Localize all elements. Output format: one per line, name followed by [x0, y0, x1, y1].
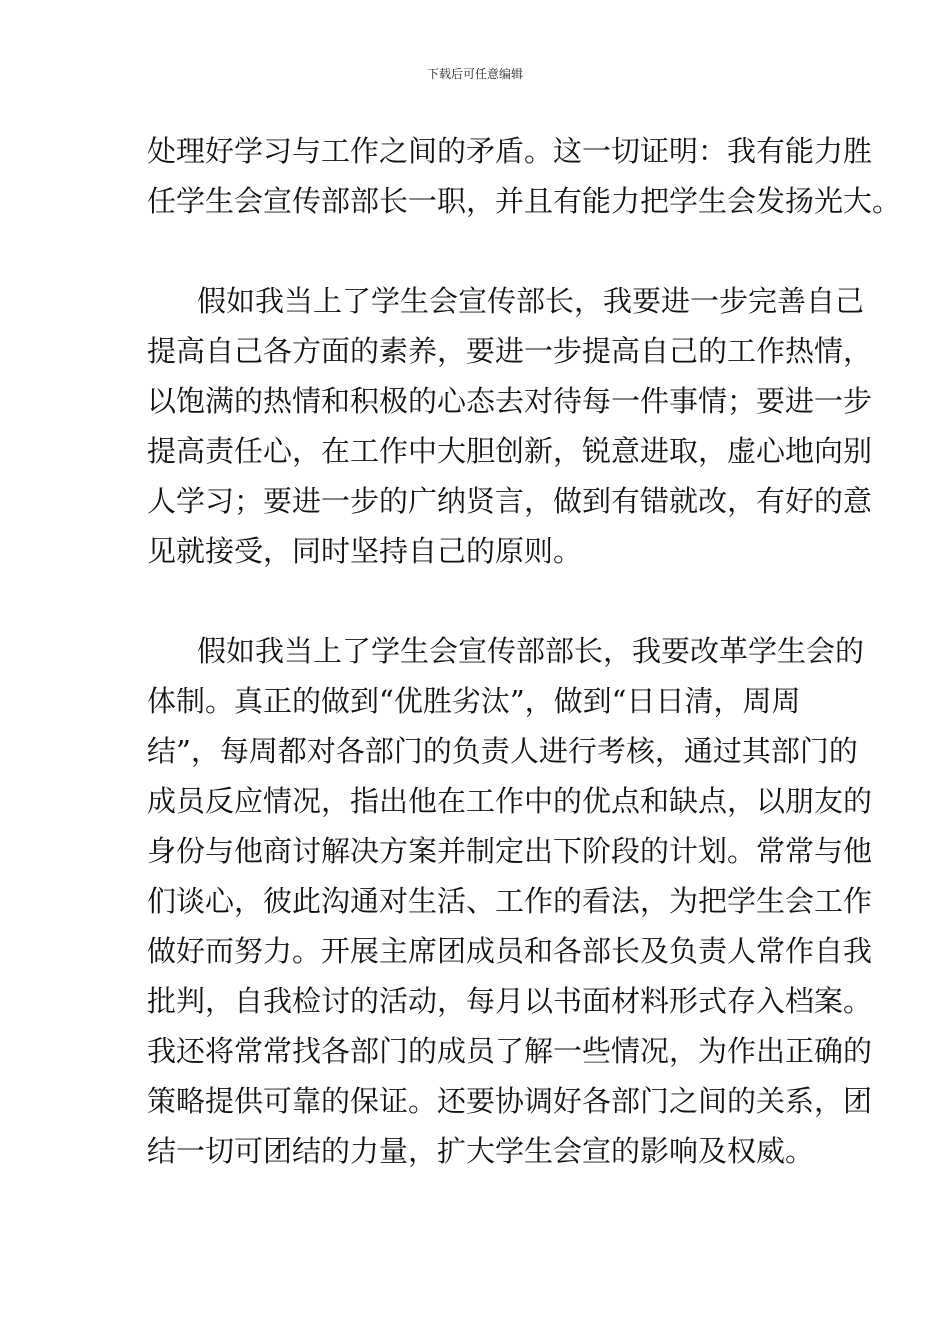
- paragraph-line: 见就接受，同时坚持自己的原则。: [147, 534, 583, 568]
- paragraph-line: 任学生会宣传部部长一职，并且有能力把学生会发扬光大。: [147, 184, 902, 218]
- paragraph-line: 假如我当上了学生会宣传部长，我要进一步完善自己: [197, 284, 865, 318]
- paragraph-line: 成员反应情况，指出他在工作中的优点和缺点，以朋友的: [147, 784, 873, 818]
- paragraph-line: 人学习；要进一步的广纳贤言，做到有错就改，有好的意: [147, 484, 873, 518]
- paragraph-line: 体制。真正的做到“优胜劣汰”，做到“日日清，周周: [147, 684, 801, 718]
- paragraph-line: 结”，每周都对各部门的负责人进行考核，通过其部门的: [147, 734, 858, 768]
- paragraph-line: 假如我当上了学生会宣传部部长，我要改革学生会的: [197, 634, 865, 668]
- paragraph-line: 处理好学习与工作之间的矛盾。这一切证明：我有能力胜: [147, 134, 873, 168]
- paragraph-line: 提高责任心，在工作中大胆创新，锐意进取，虚心地向别: [147, 434, 873, 468]
- paragraph-line: 策略提供可靠的保证。还要协调好各部门之间的关系，团: [147, 1084, 873, 1118]
- paragraph-line: 以饱满的热情和积极的心态去对待每一件事情；要进一步: [147, 384, 873, 418]
- paragraph-line: 结一切可团结的力量，扩大学生会宣的影响及权威。: [147, 1134, 815, 1168]
- paragraph-line: 我还将常常找各部门的成员了解一些情况，为作出正确的: [147, 1034, 873, 1068]
- page-header: 下载后可任意编辑: [426, 67, 523, 81]
- paragraph-line: 提高自己各方面的素养，要进一步提高自己的工作热情，: [147, 334, 873, 368]
- paragraph-line: 批判，自我检讨的活动，每月以书面材料形式存入档案。: [147, 984, 873, 1018]
- paragraph-line: 们谈心，彼此沟通对生活、工作的看法，为把学生会工作: [147, 884, 873, 918]
- paragraph-line: 做好而努力。开展主席团成员和各部长及负责人常作自我: [147, 934, 873, 968]
- paragraph-line: 身份与他商讨解决方案并制定出下阶段的计划。常常与他: [147, 834, 873, 868]
